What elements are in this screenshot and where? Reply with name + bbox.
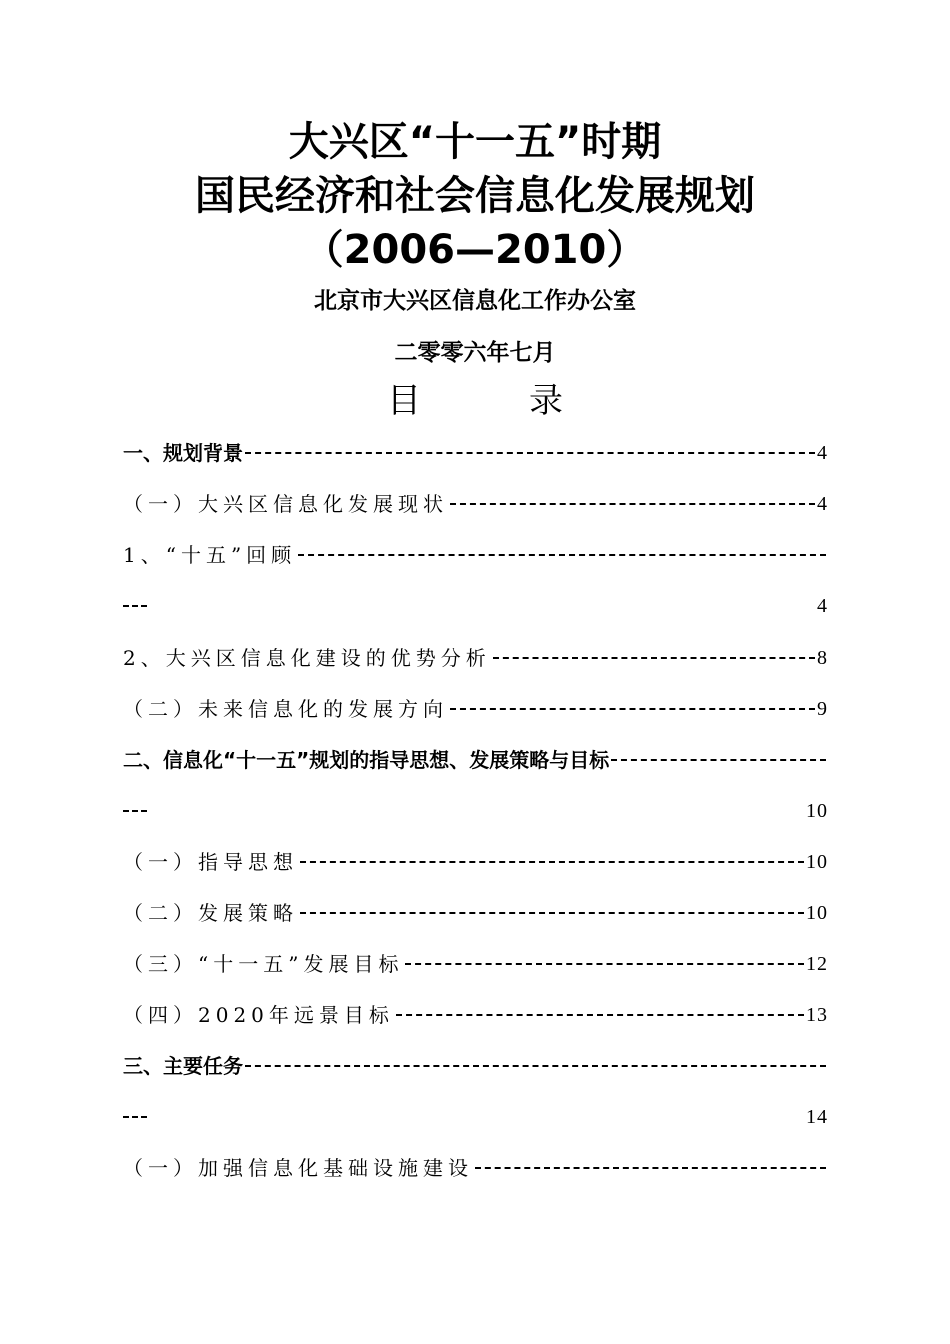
toc-entry-label: （四）2020年远景目标 bbox=[123, 1003, 394, 1027]
toc-entry-page: 8 bbox=[817, 647, 828, 669]
toc-entry[interactable] bbox=[123, 486, 828, 522]
toc-heading-char2: 录 bbox=[529, 381, 563, 421]
toc-leader-dots bbox=[123, 1116, 147, 1118]
toc-heading-char1: 目 bbox=[387, 381, 421, 421]
document-date: 二零零六年七月 bbox=[394, 340, 556, 366]
toc-leader-dots bbox=[450, 708, 815, 710]
toc-entry-continuation bbox=[123, 793, 828, 829]
toc-leader-dots bbox=[123, 810, 147, 812]
toc-leader-dots bbox=[405, 963, 804, 965]
toc-entry-label: （一）大兴区信息化发展现状 bbox=[123, 492, 448, 516]
toc-entry-label: 一、规划背景 bbox=[123, 441, 243, 465]
toc-entry-page: 14 bbox=[806, 1106, 828, 1128]
toc-entry-page: 4 bbox=[817, 595, 828, 617]
toc-entry[interactable] bbox=[123, 844, 828, 880]
toc-entry[interactable] bbox=[123, 1150, 828, 1186]
issuing-organization: 北京市大兴区信息化工作办公室 bbox=[314, 288, 636, 314]
toc-leader-dots bbox=[300, 861, 804, 863]
toc-entry[interactable] bbox=[123, 691, 828, 727]
toc-leader-dots bbox=[245, 452, 815, 454]
toc-entry-page: 10 bbox=[806, 902, 828, 924]
toc-entry-label: （三）“十一五”发展目标 bbox=[123, 952, 404, 976]
toc-leader-dots bbox=[475, 1167, 826, 1169]
toc-leader-dots bbox=[493, 657, 815, 659]
toc-entry-continuation bbox=[123, 588, 828, 624]
toc-entry[interactable] bbox=[123, 742, 828, 778]
toc-entry-page: 4 bbox=[817, 493, 828, 515]
toc-entry-label: 二、信息化“十一五”规划的指导思想、发展策略与目标 bbox=[123, 748, 610, 772]
toc-entry-label: （二）未来信息化的发展方向 bbox=[123, 697, 448, 721]
toc-entry-label: 三、主要任务 bbox=[123, 1054, 243, 1078]
toc-entry-page: 10 bbox=[806, 851, 828, 873]
toc-entry[interactable] bbox=[123, 640, 828, 676]
toc-leader-dots bbox=[245, 1065, 826, 1067]
toc-entry[interactable] bbox=[123, 1048, 828, 1084]
toc-entry-label: （一）加强信息化基础设施建设 bbox=[123, 1156, 473, 1180]
toc-entry-label: 2、大兴区信息化建设的优势分析 bbox=[123, 646, 491, 670]
toc-entry[interactable] bbox=[123, 537, 828, 573]
toc-entry[interactable] bbox=[123, 946, 828, 982]
document-title-line1: 大兴区“十一五”时期 bbox=[288, 119, 662, 165]
toc-entry-page: 10 bbox=[806, 800, 828, 822]
toc-entry-label: 1、“十五”回顾 bbox=[123, 543, 297, 567]
toc-entry-page: 4 bbox=[817, 442, 828, 464]
document-title-line2: 国民经济和社会信息化发展规划 bbox=[195, 173, 755, 219]
toc-entry[interactable] bbox=[123, 895, 828, 931]
document-title-period: （2006—2010） bbox=[303, 227, 647, 273]
toc-heading bbox=[0, 377, 950, 425]
toc-entry-continuation bbox=[123, 1099, 828, 1135]
toc-entry[interactable] bbox=[123, 435, 828, 471]
toc-leader-dots bbox=[611, 759, 826, 761]
toc-leader-dots bbox=[123, 605, 147, 607]
toc-entry-page: 12 bbox=[806, 953, 828, 975]
toc-leader-dots bbox=[396, 1014, 804, 1016]
toc-entry[interactable] bbox=[123, 997, 828, 1033]
toc-entry-label: （一）指导思想 bbox=[123, 850, 298, 874]
toc-entry-page: 13 bbox=[806, 1004, 828, 1026]
toc-entry-page: 9 bbox=[817, 698, 828, 720]
toc-leader-dots bbox=[298, 554, 826, 556]
toc-leader-dots bbox=[300, 912, 804, 914]
toc-leader-dots bbox=[450, 503, 815, 505]
toc-entry-label: （二）发展策略 bbox=[123, 901, 298, 925]
